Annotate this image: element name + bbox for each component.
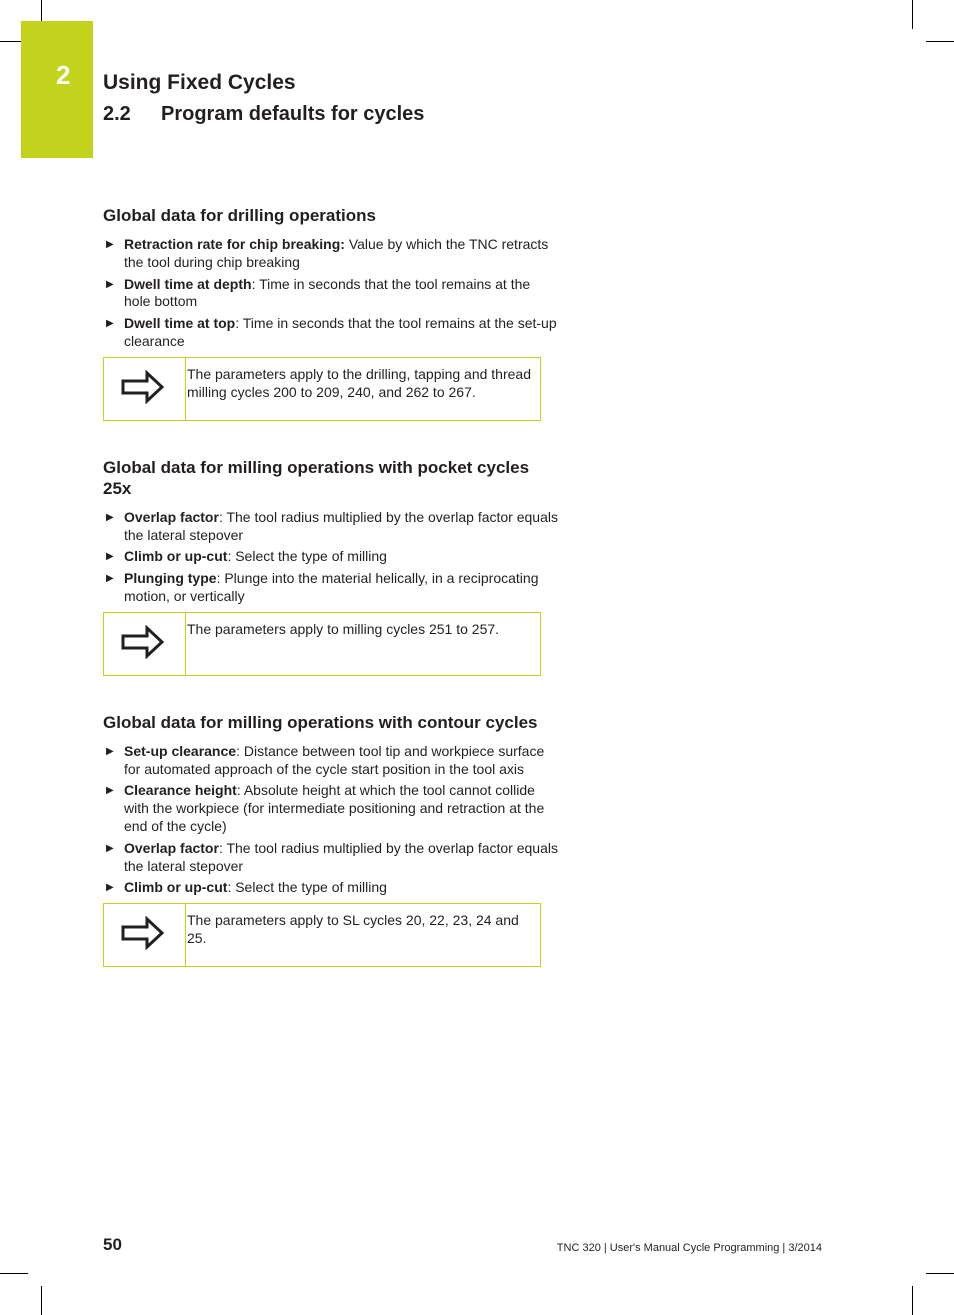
triangle-right-icon: ▶ (106, 239, 114, 250)
arrow-right-icon (121, 625, 165, 659)
triangle-right-icon: ▶ (106, 551, 114, 563)
list-item (103, 236, 558, 272)
item-text: : The tool radius multiplied by the overlap factor equals the lateral stepover (124, 508, 558, 543)
list-item (103, 276, 558, 312)
page-number: 50 (103, 1235, 122, 1254)
item-text: : Distance between tool tip and workpiece surface for automated approach of the cycle start position in the tool axis (124, 742, 545, 777)
section-number: 2.2 (103, 103, 131, 125)
note-box (103, 612, 541, 676)
list-item (103, 315, 558, 351)
arrow-right-icon (121, 916, 165, 950)
item-term: Dwell time at depth (124, 275, 252, 292)
crop-mark (912, 1286, 913, 1315)
section-title: Program defaults for cycles (161, 103, 425, 125)
note-text: The parameters apply to the drilling, tapping and thread milling cycles 200 to 209, 240, and 262 to 267. (187, 365, 531, 400)
item-term: Climb or up-cut (124, 879, 228, 896)
item-text: : Select the type of milling (227, 548, 387, 565)
crop-mark (912, 0, 913, 29)
note-divider (185, 613, 186, 675)
note-divider (185, 358, 186, 420)
triangle-right-icon: ▶ (106, 318, 114, 330)
list-item (103, 570, 558, 606)
contour-parameter-list (103, 743, 558, 897)
list-item (103, 743, 558, 779)
drilling-parameter-list (103, 236, 558, 351)
crop-mark (41, 0, 42, 21)
list-item (103, 782, 558, 835)
item-text: Value by which the TNC retracts the tool during chip breaking (124, 236, 549, 270)
item-term: Plunging type (124, 570, 217, 587)
item-text: : Time in seconds that the tool remains at the set-up clearance (124, 315, 557, 349)
item-term: Set-up clearance (124, 742, 237, 759)
item-text: : Select the type of milling (227, 879, 387, 896)
triangle-right-icon: ▶ (106, 573, 114, 585)
note-text: The parameters apply to milling cycles 251 to 257. (187, 620, 500, 637)
triangle-right-icon: ▶ (106, 745, 114, 757)
section-heading (103, 103, 424, 126)
triangle-right-icon: ▶ (106, 278, 114, 290)
arrow-right-icon (121, 370, 165, 404)
note-divider (185, 904, 186, 966)
crop-mark (0, 1273, 28, 1274)
crop-mark (926, 1273, 954, 1274)
item-text: : Time in seconds that the tool remains at the hole bottom (124, 275, 531, 310)
crop-mark (926, 41, 954, 42)
item-term: Overlap factor (124, 508, 219, 525)
pocket-parameter-list (103, 509, 558, 606)
item-term: Dwell time at top (124, 315, 236, 332)
item-term: Clearance height (124, 782, 237, 799)
list-item (103, 840, 558, 876)
item-term: Retraction rate for chip breaking: (124, 236, 345, 252)
item-text: : Absolute height at which the tool cannot collide with the workpiece (for intermediate positioning and retraction at the end of the cycle) (124, 782, 545, 834)
item-text: : Plunge into the material helically, in a reciprocating motion, or vertically (124, 570, 539, 604)
item-term: Climb or up-cut (124, 548, 228, 565)
list-item (103, 548, 558, 566)
triangle-right-icon: ▶ (106, 882, 114, 894)
section-drilling-heading: Global data for drilling operations (103, 206, 376, 225)
triangle-right-icon: ▶ (106, 842, 114, 854)
page-content (103, 205, 558, 967)
section-pocket-heading: Global data for milling operations with pocket cycles 25x (103, 457, 530, 498)
item-term: Overlap factor (124, 839, 219, 856)
crop-mark (0, 41, 21, 42)
note-text: The parameters apply to SL cycles 20, 22, 23, 24 and 25. (187, 912, 519, 946)
item-text: : The tool radius multiplied by the overlap factor equals the lateral stepover (124, 839, 558, 874)
section-contour-heading: Global data for milling operations with contour cycles (103, 712, 538, 732)
note-box (103, 903, 541, 967)
triangle-right-icon: ▶ (106, 785, 114, 797)
chapter-number: 2 (56, 60, 71, 90)
list-item (103, 509, 558, 545)
list-item (103, 879, 558, 897)
note-box (103, 357, 541, 421)
triangle-right-icon: ▶ (106, 511, 114, 523)
publication-info: TNC 320 | User's Manual Cycle Programming | 3/2014 (556, 1242, 822, 1254)
crop-mark (41, 1286, 42, 1315)
chapter-title: Using Fixed Cycles (103, 71, 296, 94)
